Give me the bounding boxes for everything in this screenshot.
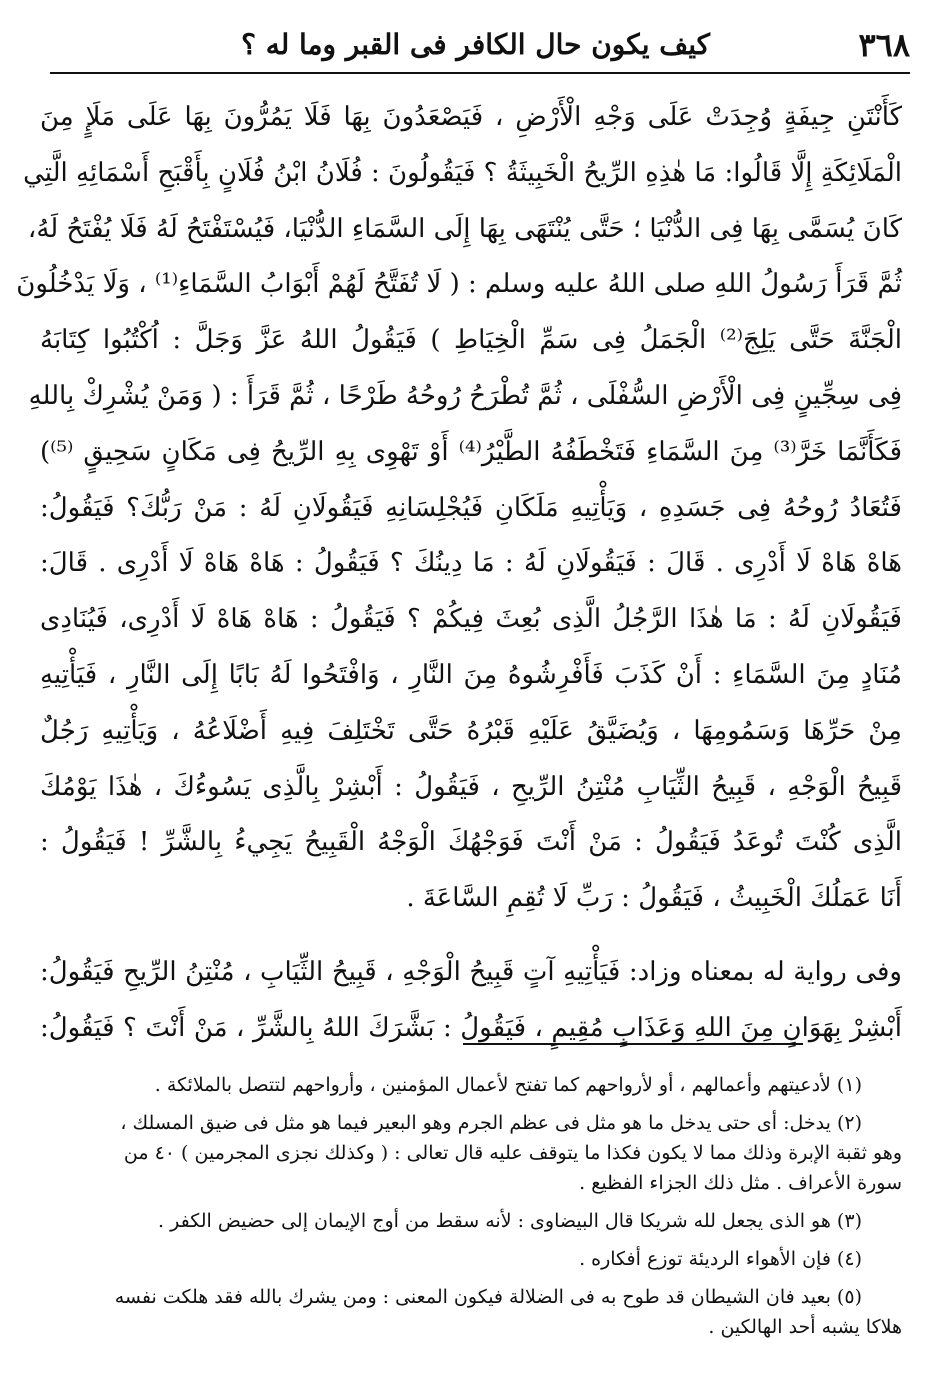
footnote-2-cont: سورة الأعراف . مثل ذلك الجزاء الفظيع . xyxy=(579,1172,902,1194)
text-line: ثُمَّ قَرَأَ رَسُولُ اللهِ صلى اللهُ عليه وسلم : ( لَا تُفَتَّحُ لَهُمْ أَبْوَابُ السَّمَاءِ⁽¹⁾ ، وَلَا يَدْخُلُونَ xyxy=(16,269,902,300)
footnote-5-cont: هلاكا يشبه أحد الهالكين . xyxy=(708,1316,902,1338)
footnote-2: (٢) يدخل: أى حتى يدخل ما هو مثل فى عظم الجرم وهو البعير فيما هو مثل فى ضيق المسلك ، xyxy=(120,1112,862,1134)
footnotes xyxy=(40,1070,902,1342)
text-line: مِنْ حَرِّهَا وَسَمُومِهَا ، وَيُضَيَّقُ عَلَيْهِ قَبْرُهُ حَتَّى تَخْتَلِفَ فِيهِ أَضْلَاعُهُ ، وَيَأْتِيهِ رَجُلٌ xyxy=(40,715,902,746)
footnote-divider xyxy=(463,1043,803,1045)
text-line: الَّذِى كُنْتَ تُوعَدُ فَيَقُولُ : مَنْ أَنْتَ فَوَجْهُكَ الْوَجْهُ الْقَبِيحُ يَجِيءُ بِالشَّرِّ ! فَيَقُولُ : xyxy=(40,827,902,858)
text-line: وفى رواية له بمعناه وزاد: فَيَأْتِيهِ آتٍ قَبِيحُ الْوَجْهِ ، قَبِيحُ الثِّيَابِ ، مُنْتِنُ الرِّيحِ فَيَقُولُ: xyxy=(40,956,902,987)
text-line: كَأَنْتَنِ جِيفَةٍ وُجِدَتْ عَلَى وَجْهِ الْأَرْضِ ، فَيَصْعَدُونَ بِهَا فَلَا يَمُرُّونَ بِهَا عَلَى مَلَإٍ مِنَ xyxy=(40,102,902,132)
footnote-5: (٥) بعيد فان الشيطان قد طوح به فى الضلالة فيكون المعنى : ومن يشرك بالله فقد هلكت نفسه xyxy=(114,1286,862,1308)
footnote-gap xyxy=(40,1274,902,1282)
footnote-gap xyxy=(40,1100,902,1108)
text-line: فَيَقُولَانِ لَهُ : مَا هٰذَا الرَّجُلُ الَّذِى بُعِثَ فِيكُمْ ؟ فَيَقُولُ : هَاهْ هَاهْ لَا أَدْرِى، فَيُنَادِى xyxy=(40,604,902,635)
page-header xyxy=(50,22,910,74)
paragraph-gap xyxy=(40,927,902,945)
footnote-2-cont: وهو ثقبة الإبرة وذلك مما لا يكون فكذا ما يتوقف عليه قال تعالى : ( وكذلك نجزى المجرمين ) ٤٠ من xyxy=(123,1142,902,1164)
text-line: فَتُعَادُ رُوحُهُ فِى جَسَدِهِ ، وَيَأْتِيهِ مَلَكَانِ فَيُجْلِسَانِهِ فَيَقُولَانِ لَهُ : مَنْ رَبُّكَ؟ فَيَقُولُ: xyxy=(40,492,902,523)
footnote-gap xyxy=(40,1198,902,1206)
text-line: فَكَأَنَّمَا خَرَّ⁽³⁾ مِنَ السَّمَاءِ فَتَخْطَفُهُ الطَّيْرُ⁽⁴⁾ أَوْ تَهْوِى بِهِ الرِّيحُ فِى مَكَانٍ سَحِيقٍ ⁽⁵⁾) xyxy=(40,436,902,467)
text-line: قَبِيحُ الْوَجْهِ ، قَبِيحُ الثِّيَابِ مُنْتِنُ الرِّيحِ ، فَيَقُولُ : أَبْشِرْ بِالَّذِى يَسُوءُكَ ، هٰذَا يَوْمُكَ xyxy=(40,771,902,802)
footnote-gap xyxy=(40,1236,902,1244)
text-line: الْمَلَائِكَةِ إِلَّا قَالُوا: مَا هٰذِهِ الرِّيحُ الْخَبِيثَةُ ؟ فَيَقُولُونَ : فُلَانُ ابْنُ فُلَانٍ بِأَقْبَحِ أَسْمَائِهِ الَّتِي xyxy=(23,157,902,188)
page-number: ٣٦٨ xyxy=(858,26,910,64)
text-line: كَانَ يُسَمَّى بِهَا فِى الدُّنْيَا ؛ حَتَّى يُنْتَهَى بِهَا إِلَى السَّمَاءِ الدُّنْيَا، فَيُسْتَفْتَحُ لَهُ فَلَا يُفْتَحُ لَهُ، xyxy=(27,213,902,244)
footnote-4: (٤) فإن الأهواء الرديئة توزع أفكاره . xyxy=(579,1248,862,1270)
text-line: أَبْشِرْ بِهَوَانٍ مِنَ اللهِ وَعَذَابٍ مُقِيمٍ ، فَيَقُولُ : بَشَّرَكَ اللهُ بِالشَّرِّ ، مَنْ أَنْتَ ؟ فَيَقُولُ: xyxy=(40,1012,902,1043)
footnote-1: (١) لأدعيتهم وأعمالهم ، أو لأرواحهم كما تفتح لأعمال المؤمنين ، وأرواحهم لتتصل بالملائكة . xyxy=(154,1074,862,1096)
text-line: هَاهْ هَاهْ لَا أَدْرِى . قَالَ : فَيَقُولَانِ لَهُ : مَا دِينُكَ ؟ فَيَقُولُ : هَاهْ هَاهْ لَا أَدْرِى . قَالَ: xyxy=(40,548,903,579)
text-line: الْجَنَّةَ حَتَّى يَلِجَ⁽²⁾ الْجَمَلُ فِى سَمِّ الْخِيَاطِ ) فَيَقُولُ اللهُ عَزَّ وَجَلَّ : اُكْتُبُوا كِتَابَهُ xyxy=(40,325,902,356)
main-text xyxy=(16,90,903,1057)
running-title: كيف يكون حال الكافر فى القبر وما له ؟ xyxy=(241,28,710,61)
text-line: أَنَا عَمَلُكَ الْخَبِيثُ ، فَيَقُولُ : رَبِّ لَا تُقِمِ السَّاعَةَ . xyxy=(406,883,902,914)
text-line: مُنَادٍ مِنَ السَّمَاءِ : أَنْ كَذَبَ فَأَفْرِشُوهُ مِنَ النَّارِ ، وَافْتَحُوا لَهُ بَابًا إِلَى النَّارِ ، فَيَأْتِيهِ xyxy=(40,659,902,690)
footnote-3: (٣) هو الذى يجعل لله شريكا قال البيضاوى : لأنه سقط من أوج الإيمان إلى حضيض الكفر . xyxy=(158,1210,862,1232)
text-line: فِى سِجِّينٍ فِى الْأَرْضِ السُّفْلَى ، ثُمَّ تُطْرَحُ رُوحُهُ طَرْحًا ، ثُمَّ قَرَأَ : ( وَمَنْ يُشْرِكْ بِاللهِ xyxy=(28,380,902,411)
